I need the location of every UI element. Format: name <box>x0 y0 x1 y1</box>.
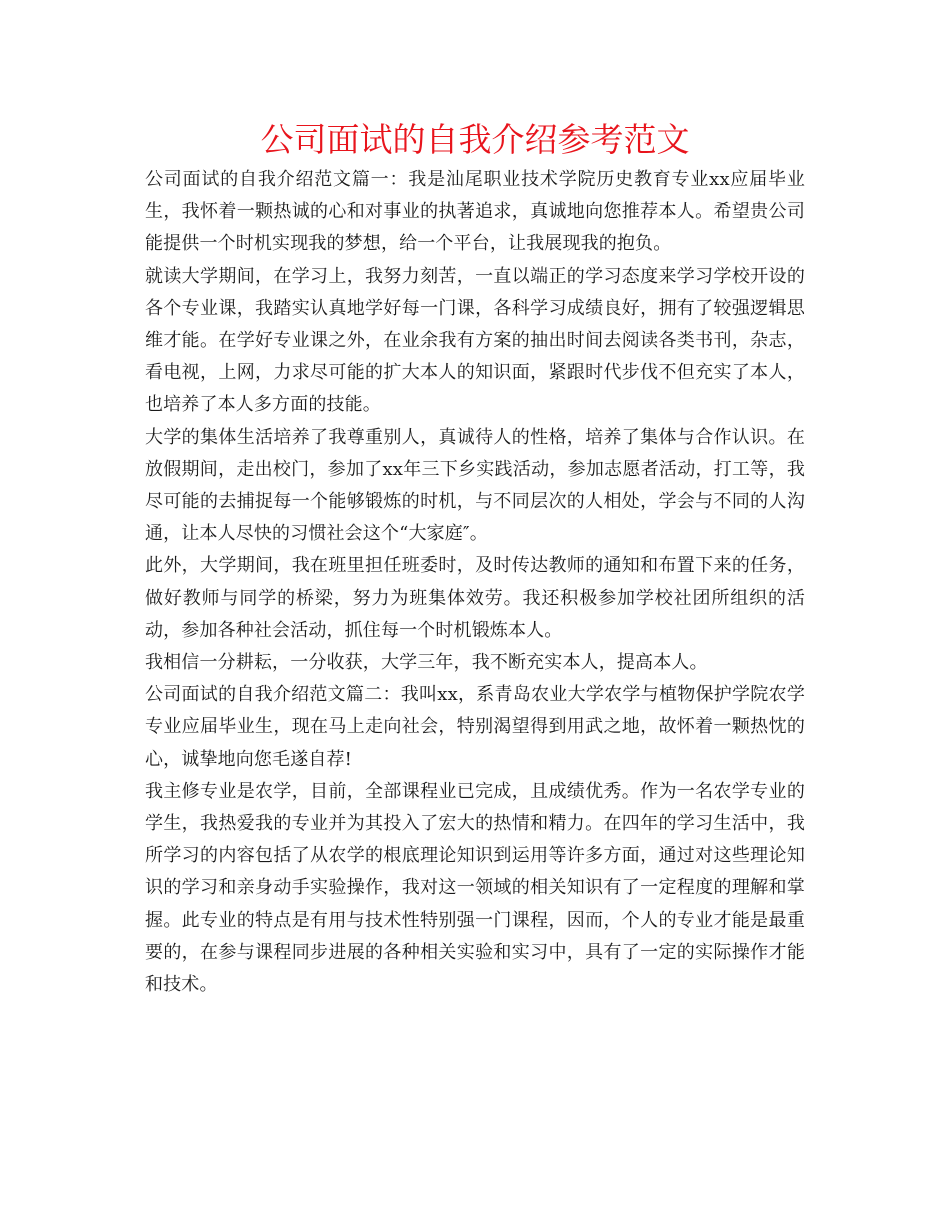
paragraph: 就读大学期间，在学习上，我努力刻苦，一直以端正的学习态度来学习学校开设的各个专业课，我踏实认真地学好每一门课，各科学习成绩良好，拥有了较强逻辑思维才能。在学好专业课之外，在业余我有方案的抽出时间去阅读各类书刊，杂志，看电视，上网，力求尽可能的扩大本人的知识面，紧跟时代步伐不但充实了本人，也培养了本人多方面的技能。 <box>145 265 805 416</box>
paragraph: 大学的集体生活培养了我尊重别人，真诚待人的性格，培养了集体与合作认识。在放假期间，走出校门，参加了xx年三下乡实践活动，参加志愿者活动，打工等，我尽可能的去捕捉每一个能够锻炼的时机，与不同层次的人相处，学会与不同的人沟通，让本人尽快的习惯社会这个“大家庭″。 <box>145 426 805 545</box>
document-title: 公司面试的自我介绍参考范文 <box>260 120 690 159</box>
paragraph: 此外，大学期间，我在班里担任班委时，及时传达教师的通知和布置下来的任务，做好教师与同学的桥梁，努力为班集体效劳。我还积极参加学校社团所组织的活动，参加各种社会活动，抓住每一个时机锻炼本人。 <box>145 555 805 641</box>
paragraph: 我主修专业是农学，目前，全部课程业已完成，且成绩优秀。作为一名农学专业的学生，我热爱我的专业并为其投入了宏大的热情和精力。在四年的学习生活中，我所学习的内容包括了从农学的根底理论知识到运用等许多方面，通过对这些理论知识的学习和亲身动手实验操作，我对这一领域的相关知识有了一定程度的理解和掌握。此专业的特点是有用与技术性特别强一门课程，因而，个人的专业才能是最重要的，在参与课程同步进展的各种相关实验和实习中，具有了一定的实际操作才能和技术。 <box>145 780 805 996</box>
paragraph: 我相信一分耕耘，一分收获，大学三年，我不断充实本人，提高本人。 <box>145 652 708 674</box>
paragraph: 公司面试的自我介绍范文篇二：我叫xx，系青岛农业大学农学与植物保护学院农学专业应届毕业生，现在马上走向社会，特别渴望得到用武之地，故怀着一颗热忱的心，诚挚地向您毛遂自荐! <box>145 684 805 770</box>
paragraph: 公司面试的自我介绍范文篇一：我是汕尾职业技术学院历史教育专业xx应届毕业生，我怀着一颗热诚的心和对事业的执著追求，真诚地向您推荐本人。希望贵公司能提供一个时机实现我的梦想，给一个平台，让我展现我的抱负。 <box>145 169 805 255</box>
document-body <box>145 164 805 1001</box>
